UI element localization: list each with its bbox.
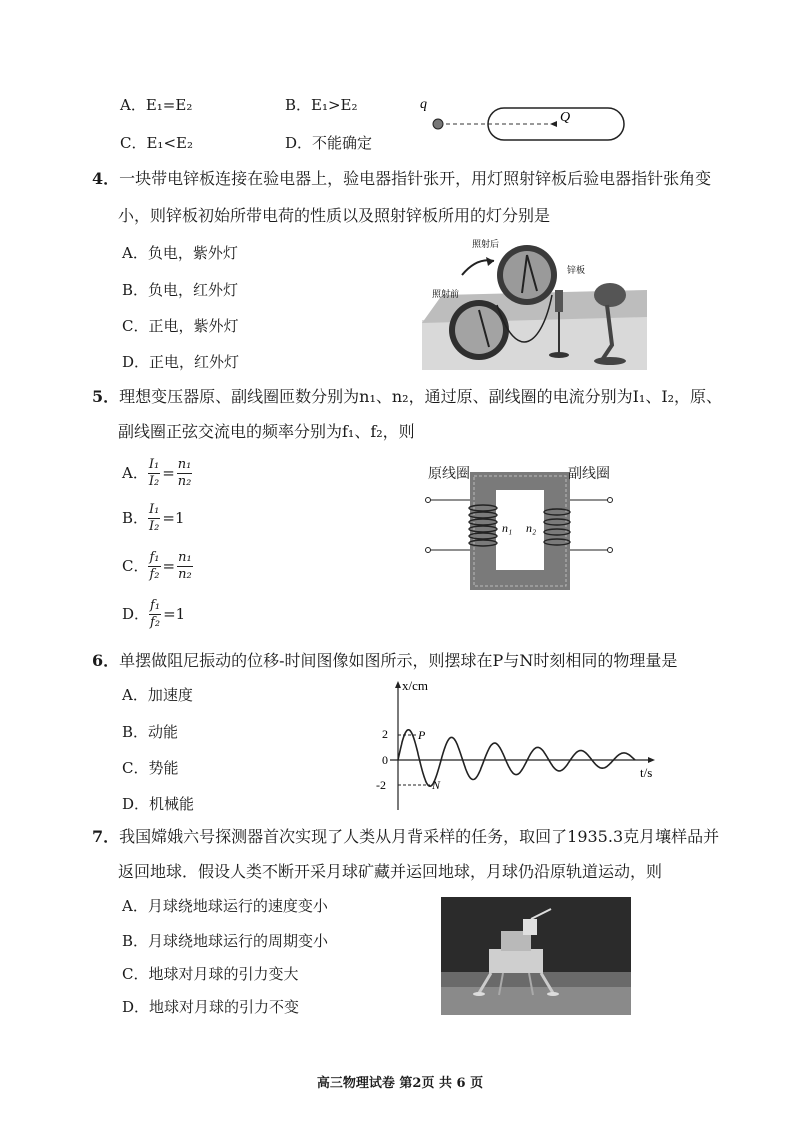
q6-option-a: A．加速度	[122, 686, 193, 704]
x-axis-label: t/s	[640, 765, 653, 780]
q5-a-eq: =	[162, 464, 175, 482]
q5-a-frac-right: $\frac{\text{n₁}}{\text{n₂}}$	[177, 456, 192, 489]
q3-option-a: A．E₁=E₂	[120, 96, 193, 114]
q6-stem-text: 单摆做阻尼振动的位移-时间图像如图所示，则摆球在P与N时刻相同的物理量是	[119, 651, 678, 670]
q4-option-b: B．负电，红外灯	[122, 281, 239, 299]
q4-stem-line2: 小，则锌板初始所带电荷的性质以及照射锌板所用的灯分别是	[118, 206, 551, 225]
q5-stem-line2: 副线圈正弦交流电的频率分别为f₁、f₂，则	[118, 422, 415, 441]
q5-option-c-letter: C．	[122, 557, 149, 575]
point-p-label: P	[418, 728, 426, 742]
q5-option-a	[122, 453, 192, 493]
q4-option-d: D．正电，红外灯	[122, 353, 240, 371]
q6-damped-oscillation-chart	[370, 675, 670, 820]
q6-number: 6．	[92, 651, 120, 670]
point-n-label: N	[432, 778, 441, 792]
y-tick-2: 2	[382, 727, 388, 741]
q7-lunar-lander-photo	[441, 897, 631, 1015]
q5-b-frac: $\frac{\text{I₁}}{\text{I₂}}$	[149, 501, 160, 534]
q4-stem-text1: 一块带电锌板连接在验电器上，验电器指针张开，用灯照射锌板后验电器指针张角变	[119, 169, 712, 188]
q5-label-primary: 原线圈	[428, 466, 470, 482]
q4-label-zinc: 锌板	[567, 266, 586, 276]
q5-b-eq: =1	[162, 509, 185, 527]
q5-core-n2: n₂	[526, 521, 537, 535]
q5-c-eq: =	[162, 557, 176, 575]
q7-option-a: A．月球绕地球运行的速度变小	[122, 897, 328, 915]
q3-label-Q: Q	[560, 110, 571, 125]
q6-option-c: C．势能	[122, 759, 179, 777]
q3-option-b: B．E₁>E₂	[285, 96, 358, 114]
y-tick-0: 0	[382, 753, 388, 767]
q5-option-b	[122, 498, 187, 538]
q3-label-q: q	[420, 97, 427, 112]
q4-label-after: 照射后	[472, 240, 500, 250]
q3-charge-icon	[433, 119, 443, 129]
q5-number: 5．	[92, 387, 120, 406]
q5-option-d	[122, 594, 187, 634]
q5-d-eq: =1	[163, 605, 186, 623]
q5-label-secondary: 副线圈	[568, 466, 610, 482]
q4-option-a: A．负电，紫外灯	[122, 244, 238, 262]
y-axis-label: x/cm	[402, 678, 428, 693]
q6-option-d: D．机械能	[122, 795, 195, 813]
page-footer: 高三物理试卷 第2页 共 6 页	[316, 1076, 484, 1091]
q5-option-c	[122, 546, 193, 586]
q3-diagram	[410, 90, 650, 150]
q4-label-before: 照射前	[432, 290, 460, 300]
q5-a-frac-left: $\frac{\text{I₁}}{\text{I₂}}$	[148, 456, 160, 489]
q5-stem-text1: 理想变压器原、副线圈匝数分别为n₁、n₂，通过原、副线圈的电流分别为I₁、I₂，原、	[119, 387, 723, 406]
q5-option-a-letter: A．	[122, 464, 148, 482]
q3-option-c: C．E₁<E₂	[120, 134, 193, 152]
q6-stem	[92, 650, 677, 672]
q7-option-b: B．月球绕地球运行的周期变小	[122, 932, 329, 950]
q7-number: 7．	[92, 827, 120, 846]
y-tick-neg2: -2	[376, 778, 386, 792]
q7-option-d: D．地球对月球的引力不变	[122, 998, 300, 1016]
q7-stem-line1	[92, 826, 719, 848]
q5-option-d-letter: D．	[122, 605, 150, 623]
q7-stem-text1: 我国嫦娥六号探测器首次实现了人类从月背采样的任务，取回了1935.3克月壤样品并	[119, 827, 720, 846]
q7-stem-line2: 返回地球．假设人类不断开采月球矿藏并运回地球，月球仍沿原轨道运动，则	[118, 862, 663, 881]
q4-option-c: C．正电，紫外灯	[122, 317, 239, 335]
q5-core-n1: n₁	[502, 521, 513, 535]
q5-option-b-letter: B．	[122, 509, 149, 527]
q3-option-d: D．不能确定	[285, 134, 373, 152]
q4-stem-line1	[92, 168, 711, 190]
q7-option-c: C．地球对月球的引力变大	[122, 965, 299, 983]
q5-d-frac: $\frac{\text{f₁}}{\text{f₂}}$	[150, 597, 161, 630]
q6-option-b: B．动能	[122, 723, 179, 741]
q5-c-frac-right: $\frac{\text{n₁}}{\text{n₂}}$	[178, 549, 192, 582]
q5-stem-line1	[92, 386, 722, 408]
q5-c-frac-left: $\frac{\text{f₁}}{\text{f₂}}$	[149, 549, 160, 582]
q4-electroscope-photo	[422, 235, 647, 370]
q4-number: 4．	[92, 169, 120, 188]
